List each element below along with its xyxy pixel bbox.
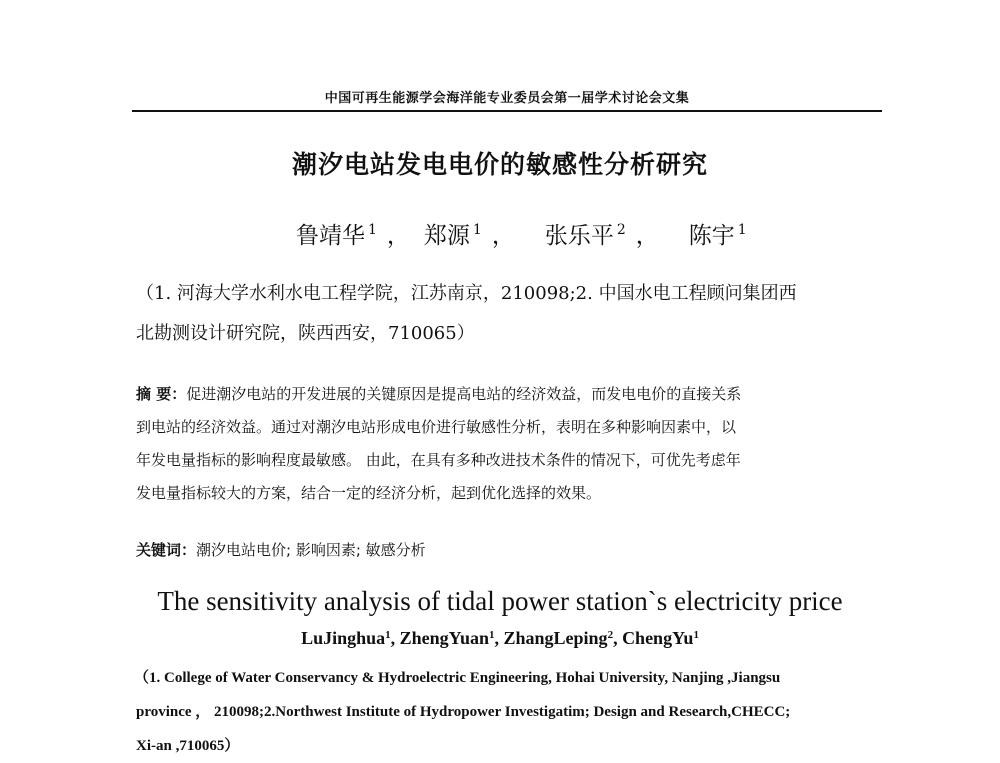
affiliation-line: province ， 210098;2.Northwest Institute of Hydropower Investigatim; Design and Research,CHECC;	[136, 704, 791, 720]
affiliation-line: （1. 河海大学水利水电工程学院，江苏南京，210098;2. 中国水电工程顾问集团西	[136, 283, 797, 304]
chinese-author: 鲁靖华 $^1$	[296, 222, 377, 249]
affiliation-line: 北勘测设计研究院，陕西西安，710065）	[136, 323, 475, 344]
abstract-label: 摘 要：	[136, 385, 187, 403]
abstract-line: 到电站的经济效益。通过对潮汐电站形成电价进行敏感性分析，表明在多种影响因素中，以	[136, 418, 737, 436]
chinese-authors	[296, 217, 747, 250]
affiliation-line: Xi-an ,710065）	[136, 738, 240, 754]
english-author: ZhengYuan$^1$,	[399, 628, 504, 648]
english-title: The sensitivity analysis of tidal power station`s electricity price	[157, 586, 843, 616]
keywords-label: 关键词：	[136, 541, 197, 559]
english-author: LuJinghua$^1$,	[301, 628, 400, 648]
author-separator: ，	[386, 223, 410, 249]
english-affiliation	[136, 661, 888, 763]
chinese-abstract	[136, 378, 896, 510]
chinese-keywords	[136, 539, 426, 560]
chinese-author: 郑源 $^1$	[423, 222, 482, 249]
abstract-line: 发电量指标较大的方案，结合一定的经济分析，起到优化选择的效果。	[136, 484, 602, 502]
chinese-author: 陈宇 $^1$	[688, 222, 747, 249]
english-author: ZhangLeping$^2$,	[503, 628, 623, 648]
chinese-affiliation	[136, 274, 888, 354]
author-separator: ，	[635, 223, 659, 249]
english-author: ChengYu$^1$	[622, 628, 699, 648]
english-authors	[0, 628, 1000, 649]
header-rule	[132, 110, 882, 112]
abstract-line: 摘 要：促进潮汐电站的开发进展的关键原因是提高电站的经济效益，而发电电价的直接关系	[136, 385, 742, 403]
chinese-title: 潮汐电站发电电价的敏感性分析研究	[291, 150, 708, 179]
abstract-line: 年发电量指标的影响程度最敏感。 由此，在具有多种改进技术条件的情况下，可优先考虑年	[136, 451, 741, 469]
author-separator: ，	[491, 223, 515, 249]
running-header: 中国可再生能源学会海洋能专业委员会第一届学术讨论会文集	[324, 91, 690, 106]
chinese-author: 张乐平 $^2$	[544, 222, 626, 249]
affiliation-line: （1. College of Water Conservancy & Hydroelectric Engineering, Hohai University, Nanjing ,Jiangsu	[134, 670, 781, 686]
keywords-text: 潮汐电站电价; 影响因素; 敏感分析	[196, 541, 426, 559]
